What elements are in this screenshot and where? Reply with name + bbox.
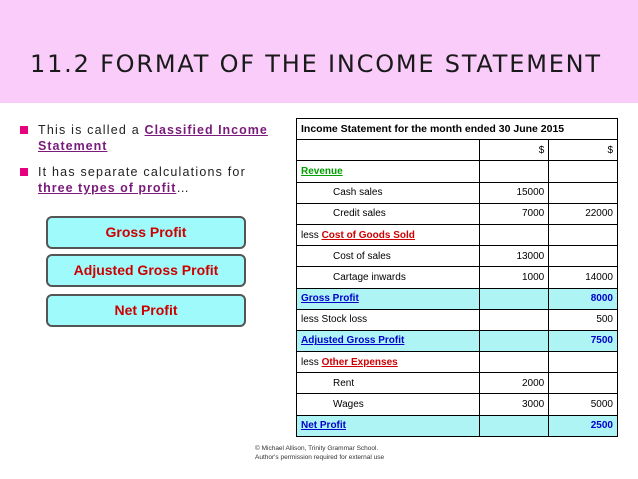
table-row: Cost of sales 13000 (297, 246, 618, 267)
currency-col2: $ (549, 140, 618, 161)
row-prefix: less (301, 229, 322, 241)
copyright-footer (255, 444, 384, 462)
bullet-text: It has separate calculations for (38, 165, 246, 179)
gross-profit-label: Gross Profit (301, 293, 359, 305)
row-label: less Stock loss (297, 309, 480, 330)
statement-heading: Income Statement for the month ended 30 June 2015 (297, 119, 618, 140)
row-label: Credit sales (297, 203, 480, 224)
income-statement-table (296, 118, 618, 437)
table-row: Rent 2000 (297, 373, 618, 394)
row-label: Wages (297, 394, 480, 415)
bullet-suffix: … (176, 181, 191, 195)
bullet-square-icon (20, 168, 28, 176)
net-profit-row: Net Profit 2500 (297, 415, 618, 436)
title-band (0, 0, 638, 103)
table-row: Wages 3000 5000 (297, 394, 618, 415)
adjusted-gross-profit-box: Adjusted Gross Profit (46, 254, 246, 287)
table-row: Credit sales 7000 22000 (297, 203, 618, 224)
row-prefix: less (301, 356, 322, 368)
row-label: Cash sales (297, 182, 480, 203)
gross-profit-box: Gross Profit (46, 216, 246, 249)
net-profit-box: Net Profit (46, 294, 246, 327)
bullet-text: This is called a (38, 123, 145, 137)
bullet-list (18, 122, 280, 206)
table-row (297, 352, 618, 373)
cogs-label: Cost of Goods Sold (321, 229, 415, 241)
net-profit-label: Net Profit (301, 420, 346, 432)
bullet-item (18, 164, 280, 196)
table-row: Cartage inwards 1000 14000 (297, 267, 618, 288)
copyright-line: © Michael Allison, Trinity Grammar School. (255, 445, 379, 452)
other-expenses-label: Other Expenses (321, 356, 398, 368)
row-label: Rent (297, 373, 480, 394)
adjusted-gross-profit-row: Adjusted Gross Profit 7500 (297, 330, 618, 351)
bullet-highlight: Classified Income Statement (38, 123, 268, 153)
row-label: Cartage inwards (297, 267, 480, 288)
statement-heading-row (297, 119, 618, 140)
row-label: Cost of sales (297, 246, 480, 267)
bullet-item (18, 122, 280, 154)
slide-title: 11.2 FORMAT OF THE INCOME STATEMENT (30, 50, 602, 78)
currency-col1: $ (479, 140, 549, 161)
adjusted-gross-profit-label: Adjusted Gross Profit (301, 335, 405, 347)
permission-line: Author's permission required for external use (255, 454, 385, 461)
revenue-label: Revenue (301, 165, 343, 177)
currency-row (297, 140, 618, 161)
bullet-highlight: three types of profit (38, 181, 177, 195)
bullet-square-icon (20, 126, 28, 134)
gross-profit-row: Gross Profit 8000 (297, 288, 618, 309)
table-row (297, 161, 618, 182)
table-row (297, 224, 618, 245)
table-row: Cash sales 15000 (297, 182, 618, 203)
table-row: less Stock loss 500 (297, 309, 618, 330)
